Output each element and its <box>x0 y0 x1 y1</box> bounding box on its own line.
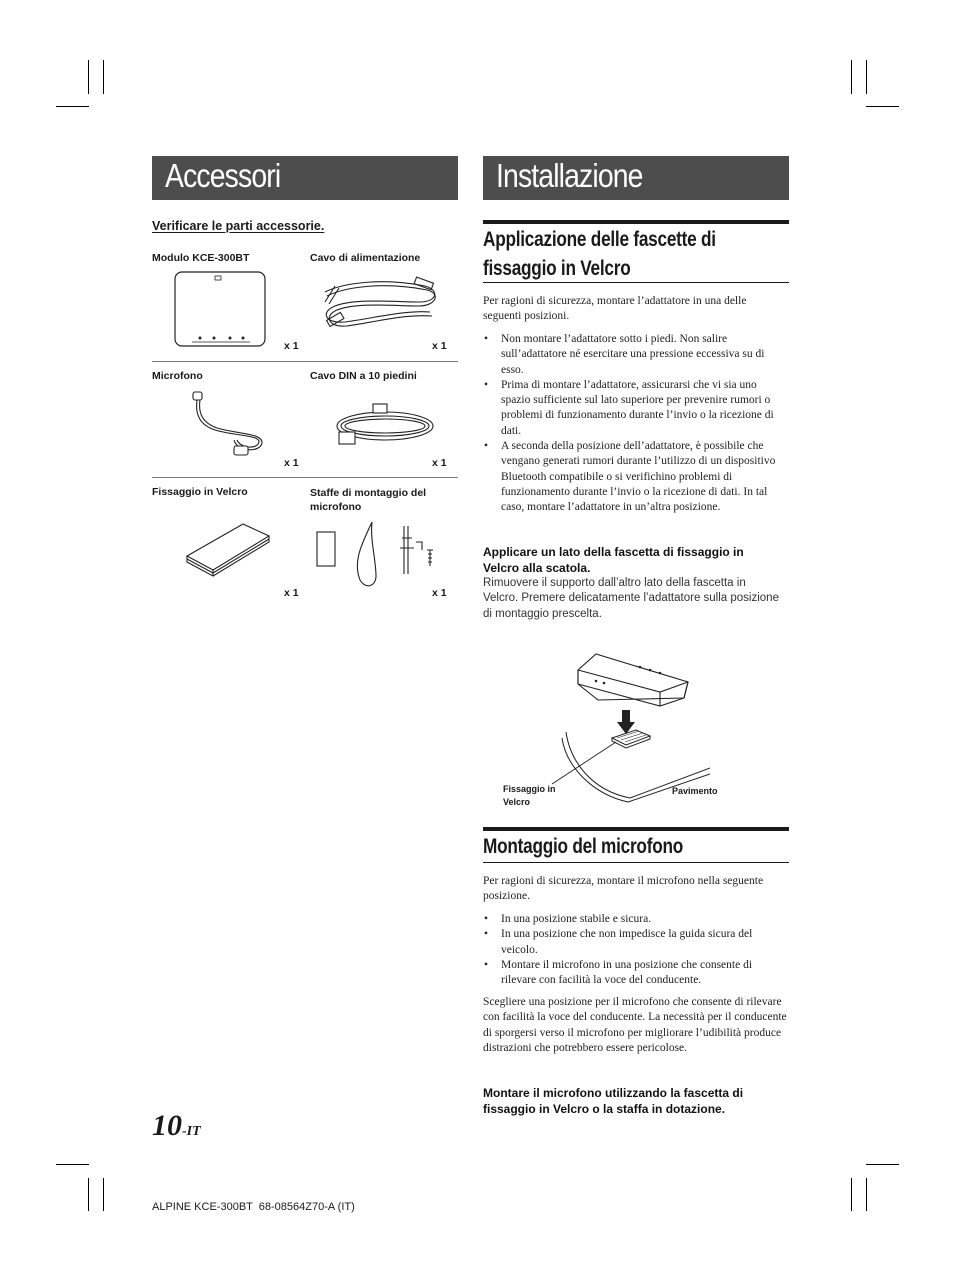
microphone-illustration <box>185 390 270 460</box>
list-item: • Non montare l’adattatore sotto i piedi. Non salire sull’adattatore né esercitare una pressione eccessiva su di esso. <box>483 332 789 378</box>
qty-mic: x 1 <box>284 457 299 469</box>
list-item: • A seconda della posizione dell’adattatore, è possibile che vengano generati rumori durante l’utilizzo di un dispositivo Bluetooth compatibile o si verifichino problemi di funzionamento durante l’invio o la ricezione di dati. In tal caso, montare l’adattatore in un’altra posizione. <box>483 439 789 515</box>
installazione-title: Installazione <box>496 157 643 194</box>
list-item: • In una posizione stabile e sicura. <box>483 912 789 927</box>
velcro-step-text: Rimuovere il supporto dall’altro lato della fascetta in Velcro. Premere delicatamente l’adattatore sulla posizione di montaggio prescelta. <box>483 577 779 620</box>
page-number: 10-IT <box>152 1109 201 1142</box>
velcro-illustration <box>183 518 273 578</box>
list-item: • In una posizione che non impedisce la guida sicura del veicolo. <box>483 927 789 958</box>
accessory-name-brackets: Staffe di montaggio del microfono <box>310 487 427 513</box>
module-illustration <box>170 268 270 350</box>
check-heading: Verificare le parti accessorie. <box>152 219 325 233</box>
figure-label-velcro: Fissaggio in Velcro <box>503 784 556 807</box>
accessori-title: Accessori <box>165 157 281 194</box>
velcro-intro: Per ragioni di sicurezza, montare l’adattatore in una delle seguenti posizioni. <box>483 295 747 323</box>
installazione-banner <box>483 156 789 200</box>
velcro-step-heading: Applicare un lato della fascetta di fissaggio in Velcro alla scatola. <box>483 545 744 575</box>
mic-section-heading: Montaggio del microfono <box>483 827 789 863</box>
bracket-illustration <box>312 520 442 592</box>
separator <box>152 477 458 478</box>
accessori-banner <box>152 156 458 200</box>
accessory-name-power-cable: Cavo di alimentazione <box>310 252 421 264</box>
accessory-name-mic: Microfono <box>152 370 203 382</box>
qty-velcro: x 1 <box>284 587 299 599</box>
list-item: • Montare il microfono in una posizione che consente di rilevare con facilità la voce del conducente. <box>483 958 789 989</box>
qty-module: x 1 <box>284 340 299 352</box>
accessory-name-velcro: Fissaggio in Velcro <box>152 486 248 498</box>
qty-power-cable: x 1 <box>432 340 447 352</box>
power-cable-illustration <box>315 272 445 338</box>
separator <box>152 361 458 362</box>
figure-label-floor: Pavimento <box>672 786 718 796</box>
mic-paragraph: Scegliere una posizione per il microfono che consente di rilevare con facilità la voce del conducente. La necessità per il conducente di sporgersi verso il microfono per migliorare l’udibilità produce distrazioni che potrebbero essere pericolose. <box>483 996 787 1054</box>
velcro-section-heading: Applicazione delle fascette di fissaggio in Velcro <box>483 220 789 283</box>
accessory-name-din-cable: Cavo DIN a 10 piedini <box>310 370 417 382</box>
din-cable-illustration <box>325 402 440 452</box>
qty-din-cable: x 1 <box>432 457 447 469</box>
mic-bullet-list <box>483 912 789 988</box>
velcro-bullet-list <box>483 332 789 516</box>
qty-brackets: x 1 <box>432 587 447 599</box>
footer-text: ALPINE KCE-300BT 68-08564Z70-A (IT) <box>152 1201 355 1213</box>
mic-intro: Per ragioni di sicurezza, montare il microfono nella seguente posizione. <box>483 875 764 903</box>
list-item: • Prima di montare l’adattatore, assicurarsi che vi sia uno spazio sufficiente sul lato superiore per prevenire rumori o problemi di funzionamento durante l’invio o la ricezione di dati. <box>483 378 789 439</box>
mic-step-heading: Montare il microfono utilizzando la fascetta di fissaggio in Velcro o la staffa in dotazione. <box>483 1086 744 1116</box>
accessory-name-module: Modulo KCE-300BT <box>152 252 250 264</box>
